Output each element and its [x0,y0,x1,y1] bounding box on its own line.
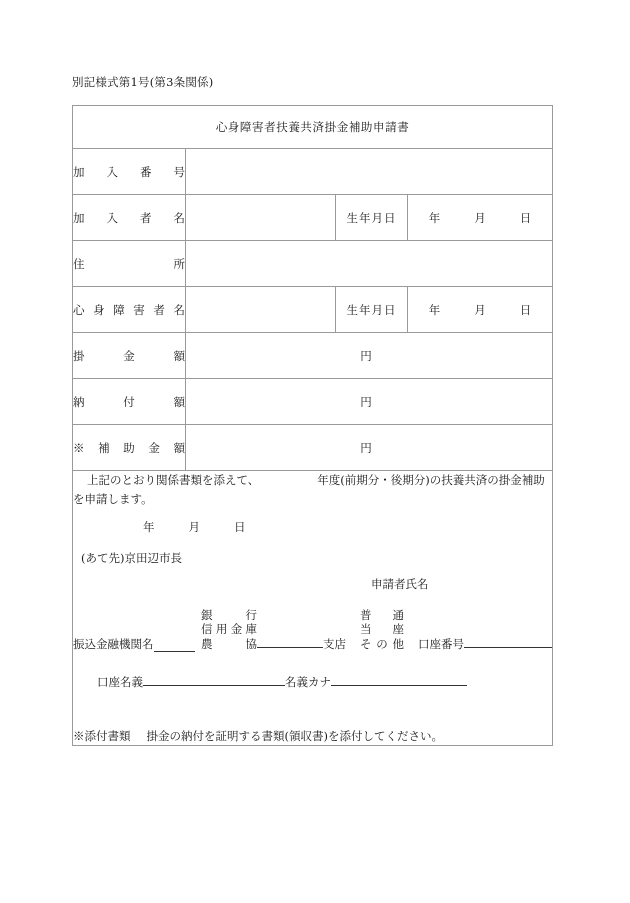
bank-branch-input[interactable] [257,647,323,648]
bank-transfer-row [73,608,552,652]
row-label-paid-amount: 納付額 [73,379,186,425]
birthdate-day-unit: 日 [519,302,532,317]
account-type-options[interactable] [360,608,404,652]
account-type-option-toza[interactable]: 当座 [360,622,405,637]
row-value-member-birthdate[interactable] [408,195,553,241]
bank-institution-label: 振込金融機関名 [73,637,154,652]
table-row [73,195,553,241]
addressee-line: (あて先)京田辺市長 [81,551,182,566]
table-row [73,379,553,425]
table-row-title [73,106,553,149]
submission-date-line[interactable] [73,519,552,537]
row-label-disabled-person-name: 心身障害者名 [73,287,186,333]
bank-branch-group [257,637,346,652]
birthdate-month-unit: 月 [474,210,486,225]
currency-unit-yen: 円 [360,394,372,409]
table-row [73,333,553,379]
statement-paragraph [73,471,552,508]
statement-block [73,471,553,746]
row-value-member-name[interactable] [186,195,336,241]
date-month-unit: 月 [188,520,200,535]
row-label-address: 住所 [73,241,186,287]
table-row-statement [73,471,553,746]
row-value-subsidy-amount[interactable] [186,425,553,471]
account-holder-kana-label: 名義カナ [285,674,331,689]
attachment-note [73,728,552,746]
bank-branch-label: 支店 [323,637,347,652]
row-value-address[interactable] [186,241,553,287]
form-title: 心身障害者扶養共済掛金補助申請書 [73,106,553,149]
statement-text-part2: 年度(前期分・後期分)の扶養共済の掛金補助 [317,473,545,487]
account-type-option-other[interactable]: その他 [360,637,405,652]
birthdate-year-unit: 年 [428,210,441,225]
applicant-name-label: 申請者氏名 [371,576,429,591]
statement-text-part3: を申請します。 [73,491,153,506]
account-holder-label: 口座名義 [97,674,143,689]
account-holder-kana-input[interactable] [331,685,467,686]
birthdate-year-unit: 年 [428,302,441,317]
row-label-member-number: 加入番号 [73,149,186,195]
statement-text-part1: 上記のとおり関係書類を添えて、 [87,473,260,487]
account-number-input[interactable] [464,647,552,648]
form-number-label: 別記様式第1号(第3条関係) [72,75,214,89]
row-label-disabled-person-birthdate: 生年月日 [336,287,408,333]
table-row [73,425,553,471]
account-number-group [418,637,552,652]
row-label-subsidy-amount: ※補助金額 [73,425,186,471]
table-row [73,149,553,195]
account-holder-row [73,674,552,692]
table-row [73,287,553,333]
row-value-disabled-person-name[interactable] [186,287,336,333]
bank-type-option-nokyo[interactable]: 農協 [201,637,258,652]
row-value-premium-amount[interactable] [186,333,553,379]
row-value-paid-amount[interactable] [186,379,553,425]
row-label-member-name: 加入者名 [73,195,186,241]
row-value-disabled-person-birthdate[interactable] [408,287,553,333]
account-holder-input[interactable] [143,685,285,686]
attachment-note-text: 掛金の納付を証明する書類(領収書)を添付してください。 [146,728,443,743]
date-year-unit: 年 [143,520,155,535]
bank-institution-input[interactable] [154,651,196,652]
account-number-label: 口座番号 [418,637,465,652]
bank-type-option-shinkin[interactable]: 信用金庫 [201,622,258,637]
currency-unit-yen: 円 [360,348,372,363]
account-type-option-futsu[interactable]: 普通 [360,607,405,622]
birthdate-month-unit: 月 [474,302,486,317]
currency-unit-yen: 円 [360,440,372,455]
birthdate-day-unit: 日 [519,210,532,225]
attachment-note-marker: ※添付書類 [73,728,131,743]
row-label-premium-amount: 掛金額 [73,333,186,379]
date-day-unit: 日 [234,520,246,535]
bank-type-options[interactable] [201,608,257,652]
application-form-table [72,105,553,746]
row-label-member-birthdate: 生年月日 [336,195,408,241]
table-row [73,241,553,287]
row-value-member-number[interactable] [186,149,553,195]
bank-type-option-bank[interactable]: 銀行 [201,607,258,622]
